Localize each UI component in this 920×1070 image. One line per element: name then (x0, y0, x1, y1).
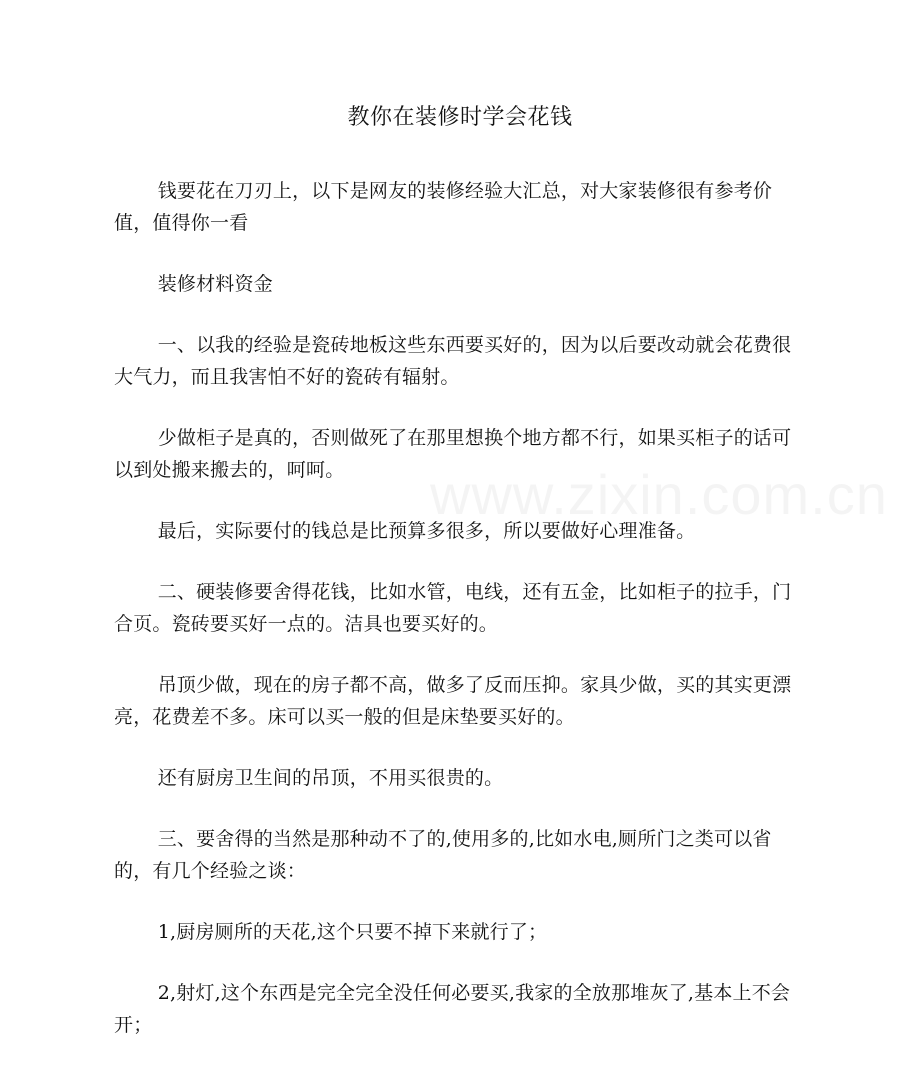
paragraph-hard-decoration: 二、硬装修要舍得花钱，比如水管，电线，还有五金，比如柜子的拉手，门合页。瓷砖要买好一点的。洁具也要买好的。 (114, 581, 792, 635)
list-item-2: 2,射灯,这个东西是完全完全没任何必要买,我家的全放那堆灰了,基本上不会开； (114, 982, 791, 1036)
paragraph-kitchen-ceiling: 还有厨房卫生间的吊顶，不用买很贵的。 (157, 767, 504, 789)
paragraph-must-spend: 三、要舍得的当然是那种动不了的,使用多的,比如水电,厕所门之类可以省的，有几个经验之谈： (114, 828, 772, 882)
paragraph-tiles: 一、以我的经验是瓷砖地板这些东西要买好的，因为以后要改动就会花费很大气力，而且我害怕不好的瓷砖有辐射。 (114, 334, 792, 388)
section-heading-materials: 装修材料资金 (157, 273, 273, 295)
paragraph-ceiling-furniture: 吊顶少做，现在的房子都不高，做多了反而压抑。家具少做，买的其实更漂亮，花费差不多。床可以买一般的但是床垫要买好的。 (114, 674, 792, 728)
paragraph-budget: 最后，实际要付的钱总是比预算多很多，所以要做好心理准备。 (157, 520, 696, 542)
document-body (114, 175, 808, 1070)
paragraph-intro: 钱要花在刀刃上，以下是网友的装修经验大汇总，对大家装修很有参考价值，值得你一看 (114, 180, 773, 234)
document-title: 教你在装修时学会花钱 (347, 105, 573, 130)
list-item-1: 1,厨房厕所的天花,这个只要不掉下来就行了； (157, 921, 548, 943)
paragraph-cabinets: 少做柜子是真的，否则做死了在那里想换个地方都不行，如果买柜子的话可以到处搬来搬去的，呵呵。 (114, 427, 792, 481)
